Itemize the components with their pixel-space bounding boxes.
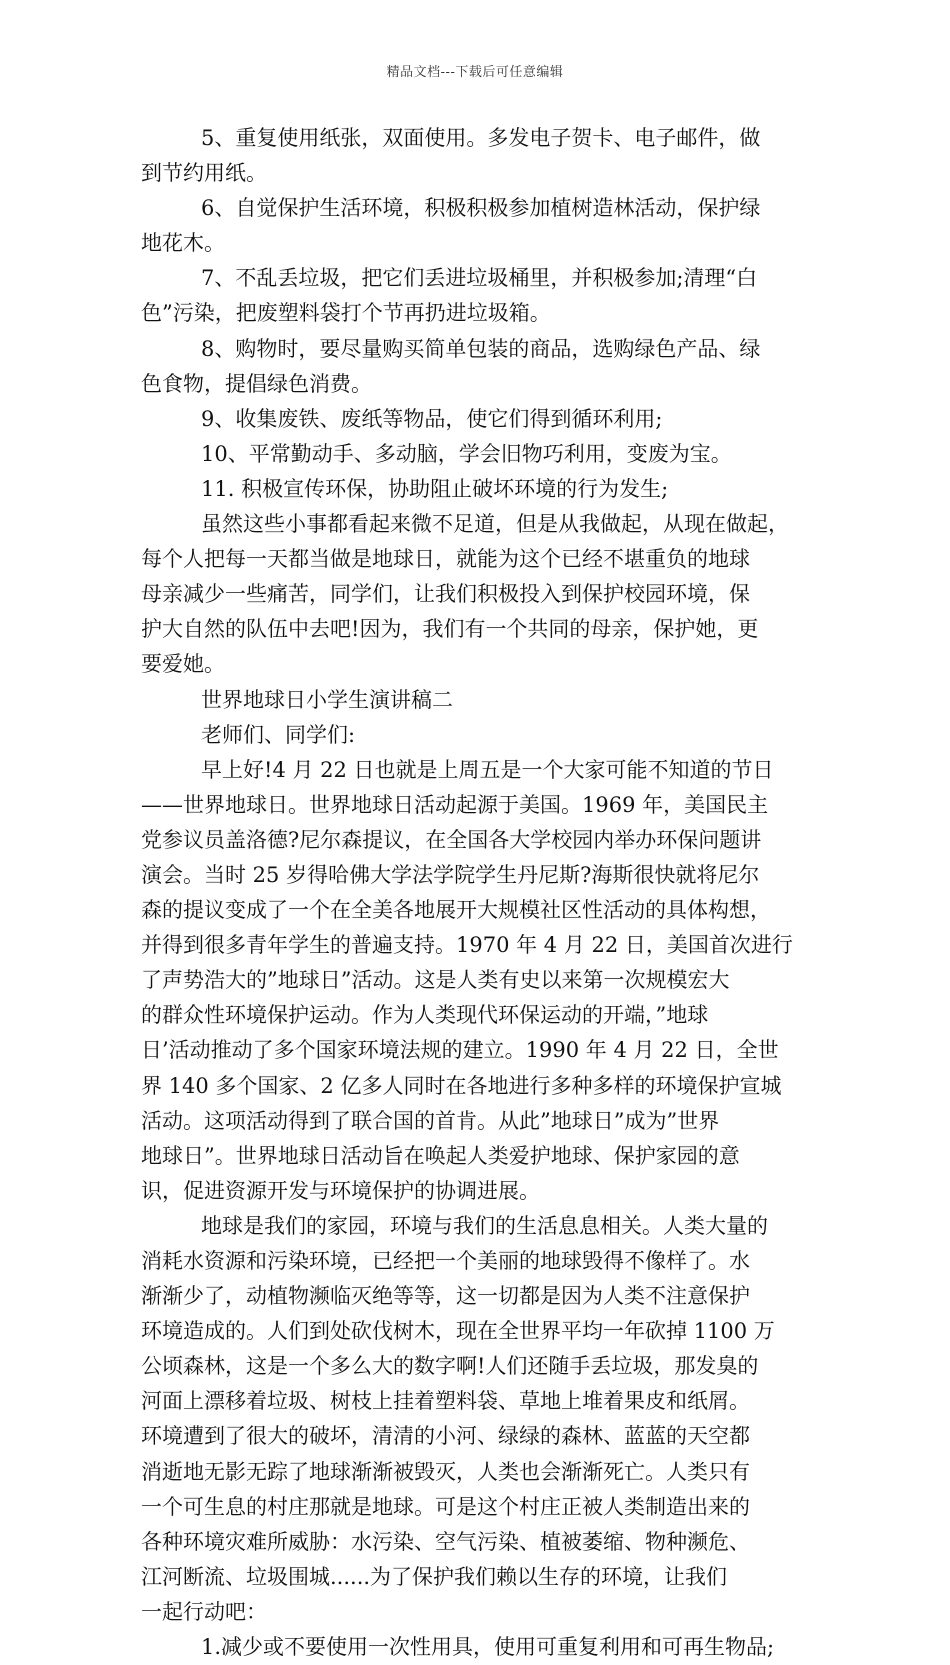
- text-line: 一起行动吧：: [141, 1599, 267, 1624]
- text-line: 世界地球日小学生演讲稿二: [201, 687, 453, 712]
- text-line: 消耗水资源和污染环境，已经把一个美丽的地球毁得不像样了。水: [141, 1249, 750, 1273]
- text-line: 8、购物时，要尽量购买简单包装的商品，选购绿色产品、绿: [201, 336, 761, 361]
- document-body: [141, 121, 811, 1665]
- text-line: 地花木。: [141, 231, 225, 256]
- text-line: 环境遭到了很大的破坏，清清的小河、绿绿的森林、蓝蓝的天空都: [141, 1424, 750, 1449]
- text-line: 色”污染，把废塑料袋打个节再扔进垃圾箱。: [141, 301, 551, 326]
- text-line: 各种环境灾难所威胁：水污染、空气污染、植被萎缩、物种濒危、: [141, 1529, 750, 1554]
- text-line: 界 140 多个国家、2 亿多人同时在各地进行多种多样的环境保护宣城: [141, 1073, 782, 1098]
- text-line: 公顷森林，这是一个多么大的数字啊!人们还随手丢垃圾，那发臭的: [141, 1354, 759, 1379]
- text-line: 党参议员盖洛德?尼尔森提议，在全国各大学校园内举办环保问题讲: [141, 827, 762, 852]
- text-line: 环境造成的。人们到处砍伐树木，现在全世界平均一年砍掉 1100 万: [141, 1319, 775, 1344]
- text-line: 1.减少或不要使用一次性用具，使用可重复利用和可再生物品;: [201, 1635, 775, 1660]
- text-line: 6、自觉保护生活环境，积极积极参加植树造林活动，保护绿: [201, 196, 761, 221]
- text-line: 地球日”。世界地球日活动旨在唤起人类爱护地球、保护家园的意: [141, 1143, 740, 1168]
- text-line: 老师们、同学们:: [201, 722, 356, 747]
- text-line: 虽然这些小事都看起来微不足道，但是从我做起，从现在做起，: [201, 512, 789, 537]
- text-line: 5、重复使用纸张，双面使用。多发电子贺卡、电子邮件，做: [201, 126, 761, 150]
- page-header: 精品文档---下载后可任意编辑: [386, 65, 564, 80]
- text-line: 要爱她。: [141, 652, 225, 677]
- text-line: 每个人把每一天都当做是地球日，就能为这个已经不堪重负的地球: [141, 547, 750, 572]
- text-line: 11. 积极宣传环保，协助阻止破坏环境的行为发生;: [201, 476, 669, 501]
- text-line: ——世界地球日。世界地球日活动起源于美国。1969 年，美国民主: [141, 792, 769, 817]
- text-line: 9、收集废铁、废纸等物品，使它们得到循环利用;: [201, 406, 663, 431]
- text-line: 一个可生息的村庄那就是地球。可是这个村庄正被人类制造出来的: [141, 1494, 750, 1519]
- text-line: 演会。当时 25 岁得哈佛大学法学院学生丹尼斯?海斯很快就将尼尔: [141, 862, 760, 887]
- text-line: 江河断流、垃圾围城......为了保护我们赖以生存的环境，让我们: [141, 1564, 728, 1589]
- text-line: 识，促进资源开发与环境保护的协调进展。: [141, 1178, 540, 1203]
- text-line: 10、平常勤动手、多动脑，学会旧物巧利用，变废为宝。: [201, 441, 732, 466]
- text-line: 7、不乱丢垃圾，把它们丢进垃圾桶里，并积极参加;清理“白: [201, 266, 758, 291]
- text-line: 色食物，提倡绿色消费。: [141, 371, 372, 396]
- text-line: 河面上漂移着垃圾、树枝上挂着塑料袋、草地上堆着果皮和纸屑。: [141, 1389, 750, 1414]
- text-line: 并得到很多青年学生的普遍支持。1970 年 4 月 22 日，美国首次进行: [141, 933, 793, 958]
- text-line: 的群众性环境保护运动。作为人类现代环保运动的开端，”地球: [141, 1003, 709, 1028]
- text-line: 了声势浩大的”地球日”活动。这是人类有史以来第一次规模宏大: [141, 968, 730, 993]
- text-line: 日’活动推动了多个国家环境法规的建立。1990 年 4 月 22 日，全世: [141, 1038, 779, 1063]
- text-line: 活动。这项活动得到了联合国的首肯。从此”地球日”成为”世界: [141, 1108, 720, 1133]
- text-line: 早上好!4 月 22 日也就是上周五是一个大家可能不知道的节日: [201, 757, 774, 782]
- text-line: 地球是我们的家园，环境与我们的生活息息相关。人类大量的: [201, 1213, 768, 1238]
- text-line: 森的提议变成了一个在全美各地展开大规模社区性活动的具体构想，: [141, 898, 771, 923]
- text-line: 渐渐少了，动植物濒临灭绝等等，这一切都是因为人类不注意保护: [141, 1284, 750, 1309]
- text-line: 消逝地无影无踪了地球渐渐被毁灭，人类也会渐渐死亡。人类只有: [141, 1459, 750, 1484]
- text-line: 母亲减少一些痛苦，同学们，让我们积极投入到保护校园环境，保: [141, 582, 750, 607]
- text-line: 到节约用纸。: [141, 161, 267, 186]
- text-line: 护大自然的队伍中去吧!因为，我们有一个共同的母亲，保护她，更: [141, 617, 759, 642]
